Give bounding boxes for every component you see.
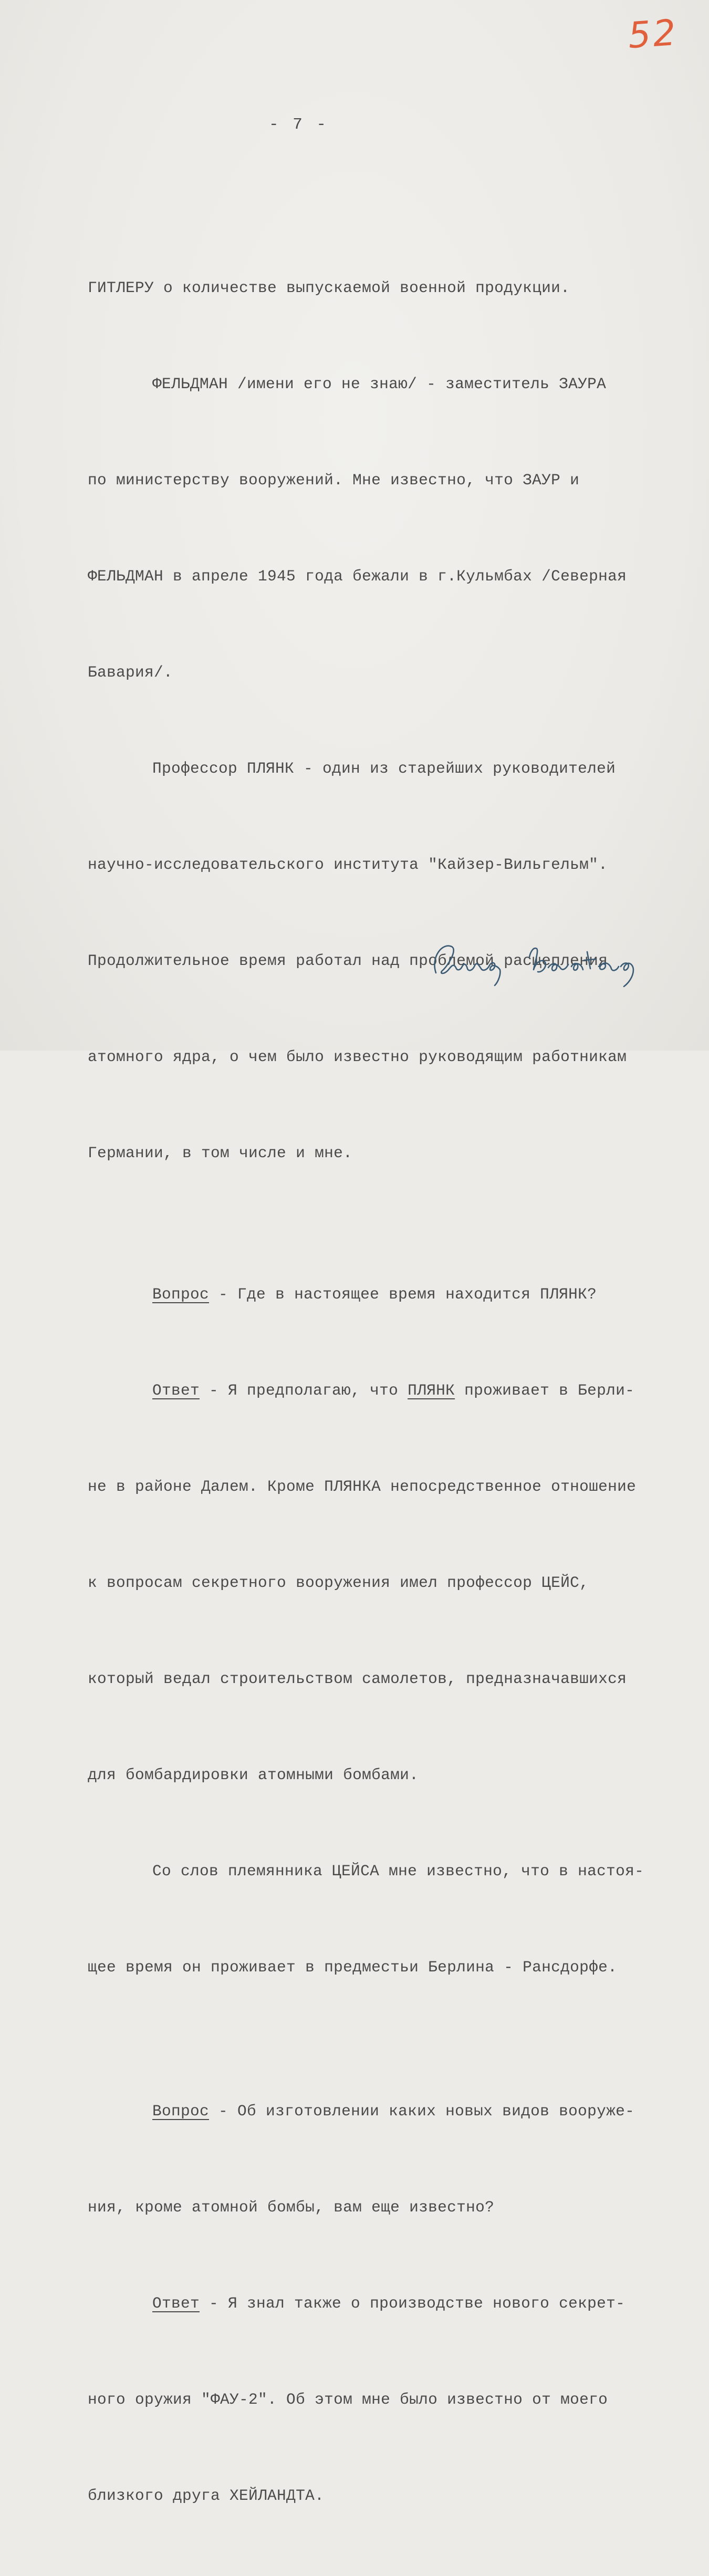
answer-line <box>88 2288 705 2320</box>
text-line: ГИТЛЕРУ о количестве выпускаемой военной продукции. <box>88 279 570 297</box>
text-line: Со слов племянника ЦЕЙСА мне известно, что в настоя- <box>152 1862 644 1880</box>
question-text: - Об изготовлении каких новых видов вооруже- <box>218 2102 635 2120</box>
text-line: к вопросам секретного вооружения имел профессор ЦЕЙС, <box>88 1574 589 1592</box>
text-line: ФЕЛЬДМАН /имени его не знаю/ - заместитель ЗАУРА <box>152 375 607 393</box>
answer-line <box>88 1375 705 1407</box>
text-line: близкого друга ХЕЙЛАНДТА. <box>88 2487 325 2505</box>
answer-label: Ответ <box>152 1382 200 1399</box>
text-line: Бавария/. <box>88 663 173 681</box>
typewritten-text <box>88 208 705 2576</box>
archive-sheet-number: 52 <box>627 12 680 57</box>
question-text: - Где в настоящее время находится ПЛЯНК? <box>218 1285 597 1303</box>
text-line: Продолжительное время работал над проблемой расщепления <box>88 952 608 970</box>
text-line: Профессор ПЛЯНК - один из старейших руководителей <box>152 760 616 777</box>
text-line: атомного ядра, о чем было известно руководящим работникам <box>88 1048 627 1066</box>
question-line <box>88 2095 705 2127</box>
page-number: - 7 - <box>269 116 329 134</box>
text-line: научно-исследовательского института "Кайзер-Вильгельм". <box>88 856 608 874</box>
text-line: не в районе Далем. Кроме ПЛЯНКА непосредственное отношение <box>88 1478 637 1495</box>
answer-text-end: проживает в Берли- <box>455 1382 635 1399</box>
answer-text: - Я предполагаю, что <box>200 1382 408 1399</box>
answer-label: Ответ <box>152 2294 200 2312</box>
text-line: ного оружия "ФАУ-2". Об этом мне было известно от моего <box>88 2391 608 2408</box>
underlined-name: ПЛЯНК <box>408 1382 455 1399</box>
text-line: щее время он проживает в предместьи Берлина - Рансдорфе. <box>88 1958 618 1976</box>
question-label: Вопрос <box>152 1285 210 1303</box>
answer-text: - Я знал также о производстве нового секрет- <box>200 2294 625 2312</box>
question-label: Вопрос <box>152 2102 210 2120</box>
handwritten-signature <box>426 936 663 994</box>
question-line <box>88 1279 705 1311</box>
text-line: по министерству вооружений. Мне известно, что ЗАУР и <box>88 471 580 489</box>
text-line: ния, кроме атомной бомбы, вам еще известно? <box>88 2198 495 2216</box>
text-line: для бомбардировки атомными бомбами. <box>88 1766 419 1784</box>
text-line: ФЕЛЬДМАН в апреле 1945 года бежали в г.Кульмбах /Северная <box>88 567 627 585</box>
text-line: Германии, в том числе и мне. <box>88 1144 353 1162</box>
text-line: который ведал строительством самолетов, предназначавшихся <box>88 1670 627 1688</box>
